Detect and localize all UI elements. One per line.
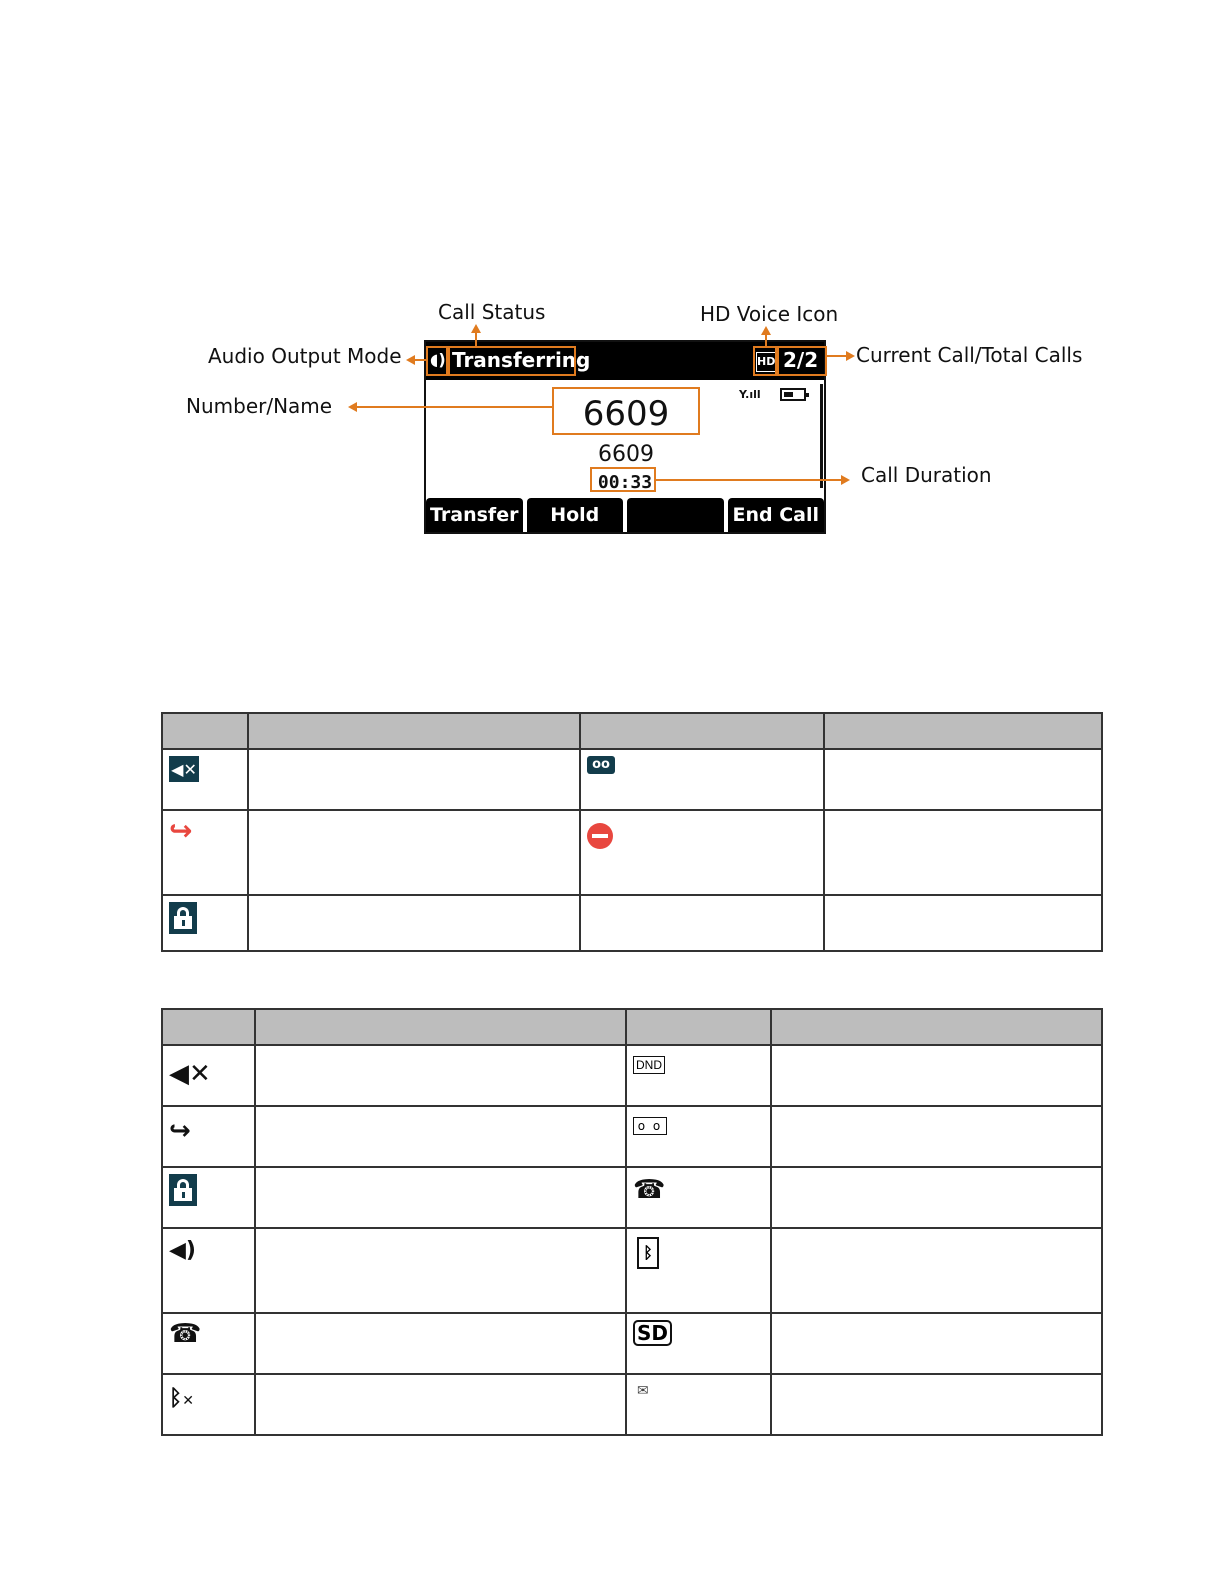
handset-icon: ☎ (169, 1319, 202, 1349)
connector-audio (414, 359, 426, 361)
label-call-duration: Call Duration (861, 463, 992, 487)
hd-voice-icon: HD (756, 352, 776, 372)
connector-duration (656, 479, 842, 481)
table-row (162, 1374, 1102, 1435)
caller-name: 6609 (598, 442, 654, 467)
highlight-call-count (777, 346, 827, 376)
softkey-transfer[interactable]: Transfer (426, 498, 523, 532)
label-audio-output: Audio Output Mode (208, 344, 402, 368)
highlight-duration (590, 467, 656, 492)
arrow-right-icon (846, 351, 855, 361)
voicemail-icon: o o (633, 1117, 667, 1135)
icon-table-mono (161, 1008, 1103, 1436)
voicemail-icon: oo (587, 756, 615, 774)
speakerphone-icon: ◀) (169, 1238, 196, 1263)
bluetooth-off-icon: ᛒ✕ (169, 1386, 194, 1411)
table-row (162, 1313, 1102, 1374)
softkey-end-call[interactable]: End Call (728, 498, 825, 532)
keypad-lock-icon (169, 1174, 197, 1206)
label-current-total: Current Call/Total Calls (856, 343, 1083, 367)
connector-number (356, 406, 552, 408)
table-row (162, 810, 1102, 895)
table-row (162, 895, 1102, 951)
speaker-icon: ◖) (430, 350, 446, 369)
label-call-status: Call Status (438, 300, 546, 324)
call-forward-icon: ↪ (169, 1116, 191, 1146)
call-count: 2/2 (783, 348, 819, 372)
softkey-bar (426, 498, 824, 532)
call-forward-icon: ↪ (169, 814, 193, 847)
arrow-left-icon (348, 402, 357, 412)
mute-icon: ◀✕ (169, 756, 199, 782)
softkey-empty[interactable] (627, 498, 724, 532)
table-row (162, 1106, 1102, 1167)
battery-icon (780, 388, 806, 401)
highlight-hd (753, 346, 777, 376)
arrow-right-icon (841, 475, 850, 485)
icon-table-color (161, 712, 1103, 952)
dnd-icon (587, 823, 613, 849)
highlight-call-status (448, 346, 576, 376)
connector-calls (827, 355, 847, 357)
scrollbar (820, 384, 823, 488)
signal-icon: Y.ıll (739, 388, 761, 401)
bluetooth-icon: ᛒ (637, 1237, 659, 1269)
table-header (162, 1009, 1102, 1045)
table-row (162, 1045, 1102, 1106)
keypad-lock-icon (169, 902, 197, 934)
call-screen-diagram (0, 0, 1224, 600)
label-number-name: Number/Name (186, 394, 333, 418)
table-row (162, 1228, 1102, 1313)
missed-call-icon: ☎ (633, 1175, 666, 1205)
call-duration: 00:33 (597, 472, 653, 493)
arrow-up-icon (471, 324, 481, 333)
table-row (162, 749, 1102, 810)
sms-icon: ✉ (637, 1383, 649, 1399)
arrow-up-icon (761, 326, 771, 335)
softkey-hold[interactable]: Hold (527, 498, 624, 532)
mute-icon: ◀✕ (169, 1059, 211, 1089)
call-status-text: Transferring (452, 348, 591, 372)
highlight-audio-mode (426, 346, 448, 376)
caller-number: 6609 (582, 394, 670, 434)
arrow-left-icon (406, 355, 415, 365)
highlight-number (552, 387, 700, 435)
table-header (162, 713, 1102, 749)
dnd-icon: DND (633, 1056, 665, 1074)
sd-card-icon: SD (633, 1320, 672, 1346)
label-hd-voice: HD Voice Icon (700, 302, 839, 326)
table-row (162, 1167, 1102, 1228)
